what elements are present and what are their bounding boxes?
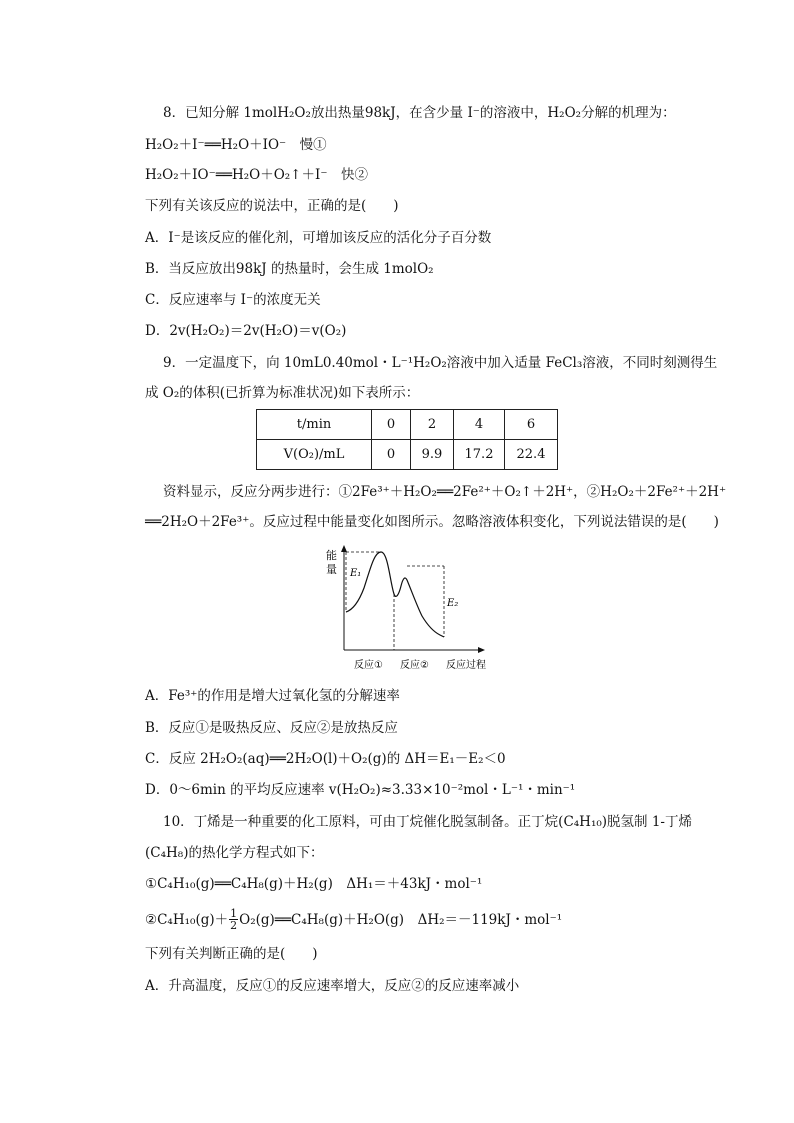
table-cell: 2 (411, 410, 454, 440)
table-cell: 0 (372, 440, 411, 470)
q10-equation-2 (145, 908, 562, 931)
energy-diagram (322, 540, 497, 675)
e2-label: E₂ (447, 598, 459, 609)
q10-stem-2: (C₄H₈)的热化学方程式如下： (145, 845, 324, 861)
q9-stem-1: 9．一定温度下，向 10mL0.40mol・L⁻¹H₂O₂溶液中加入适量 FeCl₃溶液，不同时刻测得生 (163, 355, 718, 371)
y-label-2: 量 (326, 563, 337, 576)
y-label-1: 能 (326, 549, 337, 562)
q8-option-a: A．I⁻是该反应的催化剂，可增加该反应的活化分子百分数 (145, 230, 492, 246)
table-row (257, 410, 558, 440)
q9-stem-2: 成 O₂的体积(已折算为标准状况)如下表所示： (145, 385, 420, 401)
q8-stem: 8．已知分解 1molH₂O₂放出热量98kJ，在含少量 I⁻的溶液中，H₂O₂分解的机理为： (163, 105, 676, 121)
q9-option-c: C．反应 2H₂O₂(aq)══2H₂O(l)＋O₂(g)的 ΔH＝E₁－E₂＜0 (145, 751, 506, 767)
x-label-step2: 反应② (400, 660, 429, 671)
table-row (257, 440, 558, 470)
q8-step1: H₂O₂＋I⁻══H₂O＋IO⁻ 慢① (145, 137, 327, 153)
fraction-numerator: 1 (230, 907, 238, 920)
table-cell: 6 (505, 410, 558, 440)
q9-option-a: A．Fe³⁺的作用是增大过氧化氢的分解速率 (145, 688, 400, 704)
q8-option-d: D．2v(H₂O₂)＝2v(H₂O)＝v(O₂) (145, 323, 347, 339)
q8-option-b: B．当反应放出98kJ 的热量时，会生成 1molO₂ (145, 261, 434, 277)
table-cell: 17.2 (454, 440, 505, 470)
fraction-denominator: 2 (230, 919, 238, 932)
q9-info-2: ══2H₂O＋2Fe³⁺。反应过程中能量变化如图所示。忽略溶液体积变化，下列说法错误的是( ) (145, 514, 719, 530)
e1-label: E₁ (350, 568, 362, 579)
y-axis-arrow (341, 545, 347, 552)
q10-equation-1: ①C₄H₁₀(g)══C₄H₈(g)＋H₂(g) ΔH₁＝＋43kJ・mol⁻¹ (145, 876, 483, 892)
q9-info-1: 资料显示，反应分两步进行：①2Fe³⁺＋H₂O₂══2Fe²⁺＋O₂↑＋2H⁺，②H₂O₂＋2Fe²⁺＋2H⁺ (163, 484, 727, 500)
q8-question: 下列有关该反应的说法中，正确的是( ) (145, 198, 399, 214)
table-cell: V(O₂)/mL (257, 440, 372, 470)
energy-curve (346, 552, 444, 637)
q8-option-c: C．反应速率与 I⁻的浓度无关 (145, 292, 321, 308)
eq2-part-a: ②C₄H₁₀(g)＋ (145, 911, 229, 928)
table-cell: 4 (454, 410, 505, 440)
q9-option-b: B．反应①是吸热反应、反应②是放热反应 (145, 720, 398, 736)
table-cell: t/min (257, 410, 372, 440)
q10-option-a: A．升高温度，反应①的反应速率增大，反应②的反应速率减小 (145, 978, 520, 994)
q10-question: 下列有关判断正确的是( ) (145, 946, 318, 962)
o2-volume-table (256, 409, 558, 470)
table-cell: 22.4 (505, 440, 558, 470)
x-label-step1: 反应① (354, 660, 383, 671)
fraction-one-half (229, 908, 238, 931)
x-label-process: 反应过程 (446, 660, 486, 671)
q9-option-d: D．0～6min 的平均反应速率 v(H₂O₂)≈3.33×10⁻²mol・L⁻¹・min⁻¹ (145, 782, 576, 798)
table-cell: 9.9 (411, 440, 454, 470)
q8-step2: H₂O₂＋IO⁻══H₂O＋O₂↑＋I⁻ 快② (145, 167, 368, 183)
table-cell: 0 (372, 410, 411, 440)
x-axis-arrow (478, 647, 485, 653)
eq2-part-b: O₂(g)══C₄H₈(g)＋H₂O(g) ΔH₂＝－119kJ・mol⁻¹ (239, 911, 563, 928)
q10-stem-1: 10．丁烯是一种重要的化工原料，可由丁烷催化脱氢制备。正丁烷(C₄H₁₀)脱氢制 1-丁烯 (163, 814, 692, 830)
